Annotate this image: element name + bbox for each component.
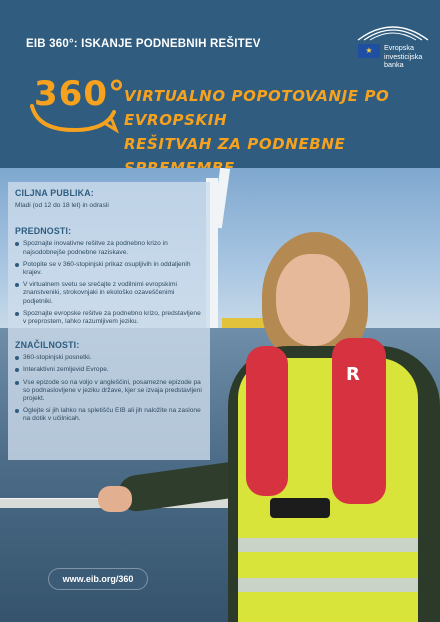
badge-number: 360° bbox=[34, 74, 126, 114]
vest-reflective-strip bbox=[238, 538, 418, 552]
info-panel bbox=[8, 182, 210, 460]
rotate-arrow-icon bbox=[28, 100, 120, 136]
woman-face bbox=[276, 254, 350, 346]
website-link[interactable]: www.eib.org/360 bbox=[48, 568, 148, 590]
buckle bbox=[270, 498, 330, 518]
life-vest-logo: R bbox=[346, 364, 360, 385]
list-item: Oglejte si jih lahko na spletišču EIB ali jih naložite na zaslone na dotik v učilnicah. bbox=[15, 407, 203, 423]
eyebrow-title: EIB 360°: ISKANJE PODNEBNIH REŠITEV bbox=[26, 38, 261, 50]
benefits-list bbox=[15, 240, 203, 326]
life-vest-right bbox=[332, 338, 386, 504]
header-band bbox=[0, 0, 440, 168]
logo-text: Evropska investicijska banka bbox=[384, 43, 423, 69]
headline: VIRTUALNO POPOTOVANJE PO EVROPSKIH REŠITVAH ZA PODNEBNE bbox=[124, 87, 390, 153]
list-item: Potopite se v 360-stopinjski prikaz osupljivih in oddaljenih krajev. bbox=[15, 261, 203, 277]
list-item: Interaktivni zemljevid Evrope. bbox=[15, 366, 203, 374]
list-item: V virtualnem svetu se srečajte z vodilnimi evropskimi znanstveniki, strokovnjaki in ekološko ozaveščenimi podjetniki. bbox=[15, 281, 203, 306]
badge-360 bbox=[28, 72, 126, 136]
list-item: Spoznajte inovativne rešitve za podnebno krizo in najsodobnejše podnebne raziskave. bbox=[15, 240, 203, 256]
eu-flag-icon: ★ bbox=[358, 44, 380, 58]
benefits-title: PREDNOSTI: bbox=[15, 226, 72, 237]
audience-title: CILJNA PUBLIKA: bbox=[15, 188, 94, 198]
features-list bbox=[15, 354, 203, 423]
life-vest-left bbox=[246, 346, 288, 496]
hand bbox=[98, 486, 132, 512]
features-title: ZNAČILNOSTI: bbox=[15, 340, 80, 351]
list-item: Spoznajte evropske rešitve za podnebno krizo, predstavljene v preprostem, lahko razumljivem jeziku. bbox=[15, 310, 203, 326]
list-item: Vse epizode so na voljo v angleščini, posamezne epizode pa so podnaslovljene v jeziku države, kjer se izvaja predstavljeni projekt. bbox=[15, 379, 203, 404]
vest-reflective-strip bbox=[238, 578, 418, 592]
eib-logo bbox=[356, 20, 430, 72]
audience-text: Mladi (od 12 do 18 let) in odrasli bbox=[15, 202, 109, 209]
list-item: 360-stopinjski posnetki. bbox=[15, 354, 203, 362]
eib-logo-icon bbox=[356, 20, 430, 42]
